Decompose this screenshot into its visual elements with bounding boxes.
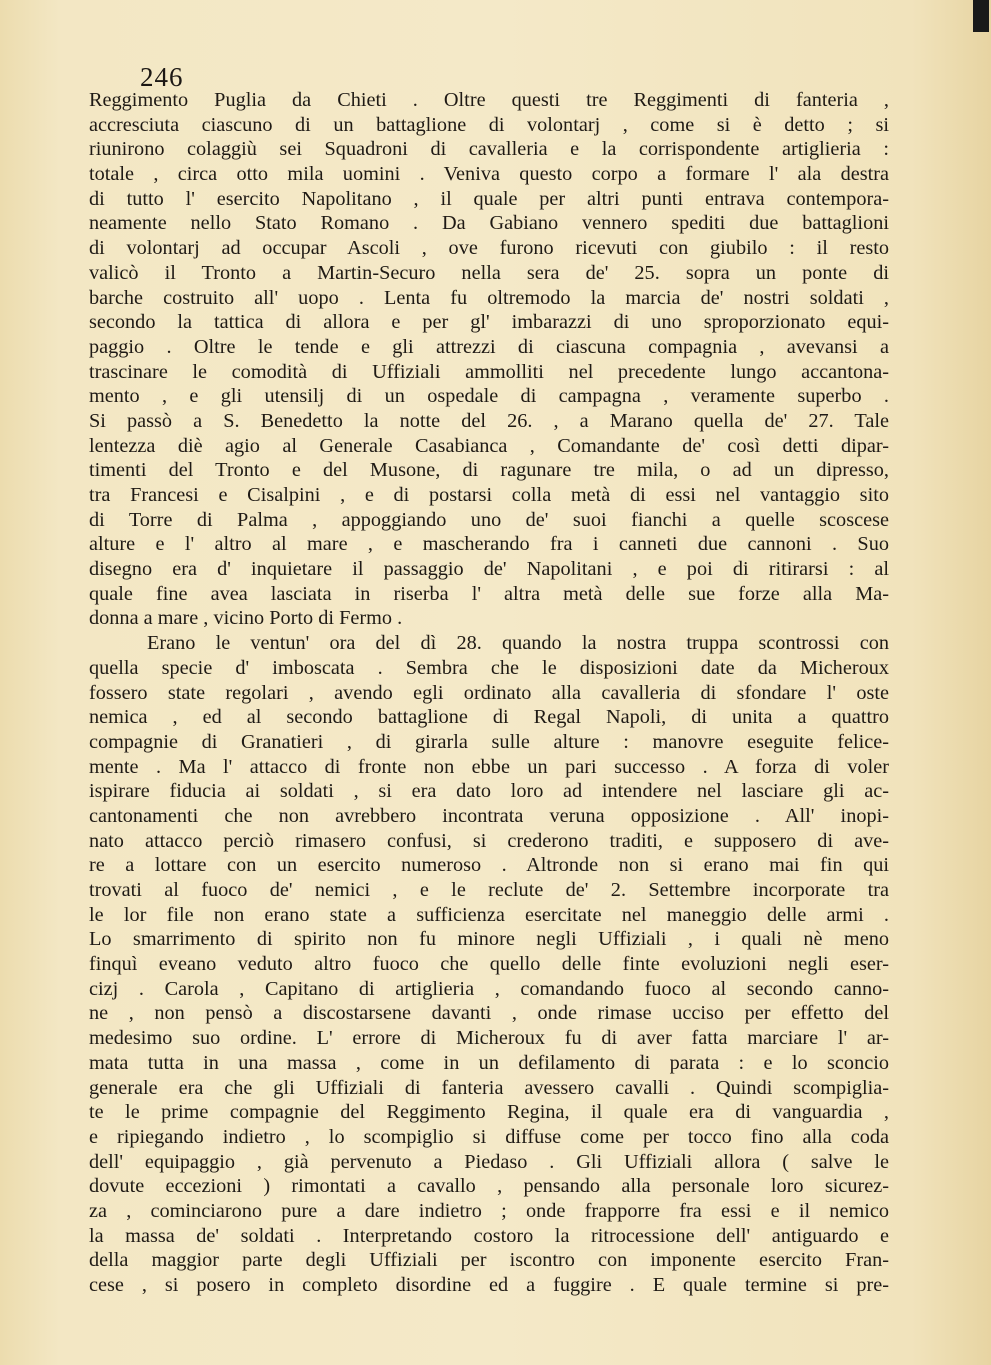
- text-line: paggio . Oltre le tende e gli attrezzi di ciascuna compagnia , avevansi a: [89, 335, 889, 358]
- text-line: di tutto l' esercito Napolitano , il quale per altri punti entrava contempora-: [89, 187, 889, 210]
- text-line: te le prime compagnie del Reggimento Regina, il quale era di vanguardia ,: [89, 1101, 889, 1124]
- text-line: neamente nello Stato Romano . Da Gabiano vennero spediti due battaglioni: [89, 212, 889, 235]
- text-line: cantonamenti che non avrebbero incontrata veruna opposizione . All' inopi-: [89, 804, 889, 827]
- text-line: dovute eccezioni ) rimontati a cavallo , pensando alla personale loro sicurez-: [89, 1175, 889, 1198]
- text-line: medesimo suo ordine. L' errore di Micheroux fu di aver fatta marciare l' ar-: [89, 1027, 889, 1050]
- text-line: cese , si posero in completo disordine ed a fuggire . E quale termine si pre-: [89, 1274, 889, 1296]
- text-line: e ripiegando indietro , lo scompiglio si diffuse come per tocco fino alla coda: [89, 1125, 889, 1148]
- text-line: dell' equipaggio , già pervenuto a Piedaso . Gli Uffiziali allora ( salve le: [89, 1150, 889, 1173]
- text-line: fossero state regolari , avendo egli ordinato alla cavalleria di sfondare l' oste: [89, 681, 889, 704]
- text-line: Lo smarrimento di spirito non fu minore negli Uffiziali , i quali nè meno: [89, 928, 889, 951]
- text-line: totale , circa otto mila uomini . Veniva questo corpo a formare l' ala destra: [89, 163, 889, 186]
- text-line: nemica , ed al secondo battaglione di Regal Napoli, di unita a quattro: [89, 706, 889, 729]
- text-line: nato attacco perciò rimasero confusi, si crederono traditi, e supposero di ave-: [89, 829, 889, 852]
- text-line: la massa de' soldati . Interpretando costoro la ritrocessione dell' antiguardo e: [89, 1224, 889, 1247]
- text-line: finquì eveano veduto altro fuoco che quello delle finte evoluzioni negli eser-: [89, 953, 889, 976]
- text-line: mento , e gli utensilj di un ospedale di campagna , veramente superbo .: [89, 385, 889, 408]
- text-line: quale fine avea lasciata in riserba l' altra metà delle sue forze alla Ma-: [89, 582, 889, 605]
- text-line: re a lottare con un esercito numeroso . Altronde non si erano mai fin qui: [89, 854, 889, 877]
- text-line: mente . Ma l' attacco di fronte non ebbe un pari successo . A forza di voler: [89, 755, 889, 778]
- text-line: le lor file non erano state a sufficienza esercitate nel maneggio delle armi .: [89, 903, 889, 926]
- text-line: Reggimento Puglia da Chieti . Oltre questi tre Reggimenti di fanteria ,: [89, 89, 889, 111]
- text-line: ispirare fiducia ai soldati , si era dato loro ad intendere nel lasciare gli ac-: [89, 780, 889, 803]
- text-line: barche costruito all' uopo . Lenta fu oltremodo la marcia de' nostri soldati ,: [89, 286, 889, 309]
- text-line: ne , non pensò a discostarsene davanti , onde rimase ucciso per effetto del: [89, 1002, 889, 1025]
- page-number: 246: [140, 62, 184, 92]
- text-line: accresciuta ciascuno di un battaglione di volontarj , come si è detto ; si: [89, 113, 889, 136]
- text-line: donna a mare , vicino Porto di Fermo .: [89, 607, 403, 630]
- text-line: della maggior parte degli Uffiziali per iscontro con imponente esercito Fran-: [89, 1249, 889, 1272]
- text-line: valicò il Tronto a Martin-Securo nella sera de' 25. sopra un ponte di: [89, 261, 889, 284]
- text-line: disegno era d' inquietare il passaggio de' Napolitani , e poi di ritirarsi : al: [89, 558, 889, 581]
- text-line: lentezza diè agio al Generale Casabianca , Comandante de' così detti dipar-: [89, 434, 889, 457]
- body-text: [89, 88, 889, 1298]
- text-line: trovati al fuoco de' nemici , e le reclute de' 2. Settembre incorporate tra: [89, 879, 889, 901]
- text-line: za , cominciarono pure a dare indietro ; onde frapporre fra essi e il nemico: [89, 1199, 889, 1222]
- text-line: riunirono colaggiù sei Squadroni di cavalleria e la corrispondente artiglieria :: [89, 138, 889, 161]
- text-line: di Torre di Palma , appoggiando uno de' suoi fianchi a quelle scoscese: [89, 508, 889, 531]
- text-line: alture e l' altro al mare , e mascherando fra i canneti due cannoni . Suo: [89, 533, 889, 556]
- text-line: secondo la tattica di allora e per gl' imbarazzi di uno sproporzionato equi-: [89, 311, 889, 334]
- scan-edge-mark: [973, 0, 989, 32]
- text-line: timenti del Tronto e del Musone, di ragunare tre mila, o ad un dipresso,: [89, 459, 889, 482]
- text-line: tra Francesi e Cisalpini , e di postarsi colla metà di essi nel vantaggio sito: [89, 484, 889, 506]
- text-line: generale era che gli Uffiziali di fanteria avessero cavalli . Quindi scompiglia-: [89, 1076, 889, 1099]
- text-line: cizj . Carola , Capitano di artiglieria , comandando fuoco al secondo canno-: [89, 977, 889, 1000]
- text-line: Erano le ventun' ora del dì 28. quando la nostra truppa scontrossi con: [147, 632, 889, 655]
- text-line: mata tutta in una massa , come in un defilamento di parata : e lo sconcio: [89, 1051, 889, 1074]
- text-line: compagnie di Granatieri , di girarla sulle alture : manovre eseguite felice-: [89, 730, 889, 753]
- text-line: Si passò a S. Benedetto la notte del 26. , a Marano quella de' 27. Tale: [89, 409, 889, 432]
- text-line: di volontarj ad occupar Ascoli , ove furono ricevuti con giubilo : il resto: [89, 237, 889, 260]
- text-line: trascinare le comodità di Uffiziali ammolliti nel precedente lungo accantona-: [89, 360, 889, 383]
- text-line: quella specie d' imboscata . Sembra che le disposizioni date da Micheroux: [89, 656, 889, 679]
